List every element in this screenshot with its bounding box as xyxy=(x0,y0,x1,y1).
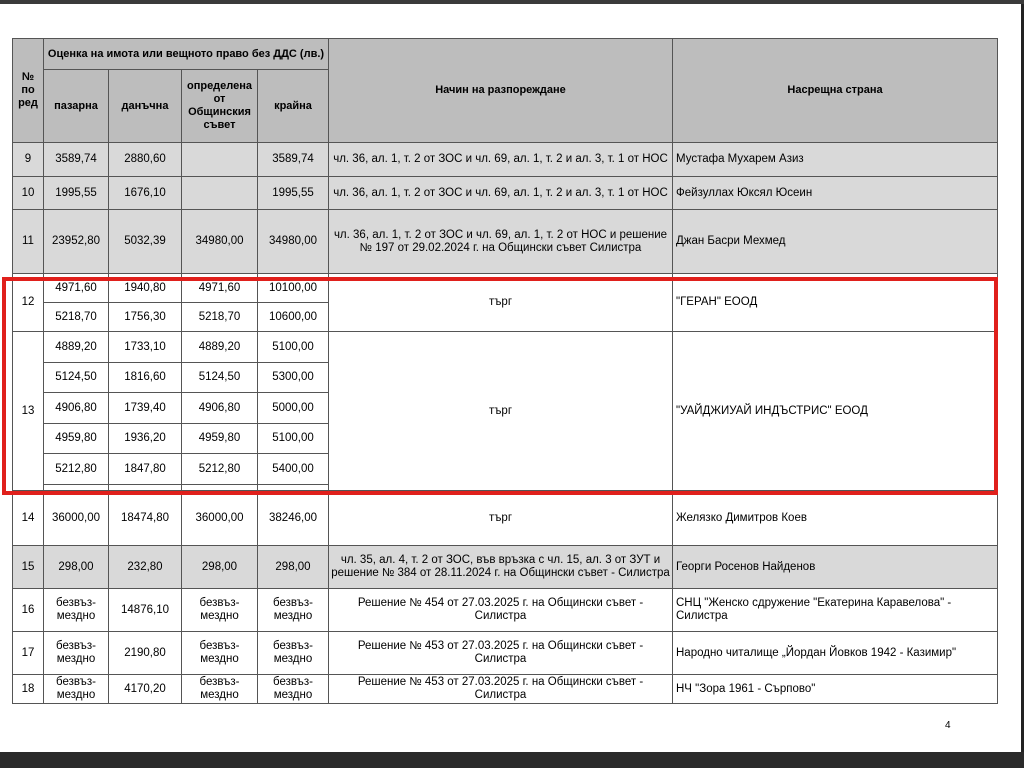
cell-party: Георги Росенов Найденов xyxy=(673,546,998,589)
cell-market: 4959,80 xyxy=(44,424,109,454)
cell-tax: 1739,40 xyxy=(109,393,182,424)
cell-final: 5100,00 xyxy=(258,332,329,363)
cell-tax: 1733,10 xyxy=(109,332,182,363)
table-row xyxy=(13,177,998,210)
cell-final: 1995,55 xyxy=(258,177,329,210)
cell-market: 4971,60 xyxy=(44,274,109,303)
cell-market: 5218,70 xyxy=(44,303,109,332)
cell-council: 5124,50 xyxy=(182,363,258,393)
document-page xyxy=(0,4,1024,752)
table-row xyxy=(13,210,998,274)
cell-market: безвъз-мездно xyxy=(44,589,109,632)
cell-final: 34980,00 xyxy=(258,210,329,274)
cell-tax: 1940,80 xyxy=(109,274,182,303)
cell-party: Мустафа Мухарем Азиз xyxy=(673,143,998,177)
cell-council: 4906,80 xyxy=(182,393,258,424)
cell-final: 3589,74 xyxy=(258,143,329,177)
cell-final: 298,00 xyxy=(258,546,329,589)
cell-final: 5400,00 xyxy=(258,454,329,485)
cell-council: 4971,60 xyxy=(182,274,258,303)
cell-market: 4906,80 xyxy=(44,393,109,424)
cell-council xyxy=(182,143,258,177)
cell-party: СНЦ "Женско сдружение "Екатерина Каравелова" - Силистра xyxy=(673,589,998,632)
table-row xyxy=(13,491,998,546)
cell-market: 3589,74 xyxy=(44,143,109,177)
cell-final: 10600,00 xyxy=(258,303,329,332)
row-no: 9 xyxy=(13,143,44,177)
cell-council: безвъз-мездно xyxy=(182,632,258,675)
cell-market: безвъз-мездно xyxy=(44,675,109,704)
cell-method: Решение № 453 от 27.03.2025 г. на Общински съвет - Силистра xyxy=(329,675,673,704)
cell-party: Желязко Димитров Коев xyxy=(673,491,998,546)
cell-party: НЧ "Зора 1961 - Сърпово" xyxy=(673,675,998,704)
cell-market: безвъз-мездно xyxy=(44,632,109,675)
cell-party: Фейзуллах Юксял Юсеин xyxy=(673,177,998,210)
row-no: 13 xyxy=(13,332,44,491)
header-no: № по ред xyxy=(13,39,44,143)
cell-party: Народно читалище „Йордан Йовков 1942 - Казимир" xyxy=(673,632,998,675)
header-tax: данъчна xyxy=(109,70,182,143)
table-row xyxy=(13,546,998,589)
cell-final: 5000,00 xyxy=(258,393,329,424)
cell-party: Джан Басри Мехмед xyxy=(673,210,998,274)
cell-party: "УАЙДЖИУАЙ ИНДЪСТРИС" ЕООД xyxy=(673,332,998,491)
cell-council: безвъз-мездно xyxy=(182,589,258,632)
cell-tax: 1676,10 xyxy=(109,177,182,210)
row-no: 15 xyxy=(13,546,44,589)
table-row xyxy=(13,143,998,177)
row-no: 17 xyxy=(13,632,44,675)
cell-council: 5212,80 xyxy=(182,454,258,485)
cell-market: 4889,20 xyxy=(44,332,109,363)
row-no: 10 xyxy=(13,177,44,210)
cell-method: чл. 36, ал. 1, т. 2 от ЗОС и чл. 69, ал. 1, т. 2 и ал. 3, т. 1 от НОС xyxy=(329,143,673,177)
cell-final: 5100,00 xyxy=(258,424,329,454)
cell-method: чл. 35, ал. 4, т. 2 от ЗОС, във връзка с чл. 15, ал. 3 от ЗУТ и решение № 384 от 28.11.2024 г. на Общински съвет - Силистра xyxy=(329,546,673,589)
cell-tax: 2880,60 xyxy=(109,143,182,177)
viewer-bottom-bar xyxy=(0,752,1024,768)
row-no: 14 xyxy=(13,491,44,546)
page-number: 4 xyxy=(945,720,951,731)
cell-tax: 14876,10 xyxy=(109,589,182,632)
row-no: 12 xyxy=(13,274,44,332)
cell-tax: 1756,30 xyxy=(109,303,182,332)
cell-market: 36000,00 xyxy=(44,491,109,546)
cell-method: търг xyxy=(329,274,673,332)
cell-tax: 18474,80 xyxy=(109,491,182,546)
cell-council: 36000,00 xyxy=(182,491,258,546)
disposal-table xyxy=(12,38,998,704)
table-row xyxy=(13,632,998,675)
cell-method: Решение № 454 от 27.03.2025 г. на Общински съвет - Силистра xyxy=(329,589,673,632)
cell-method: търг xyxy=(329,332,673,491)
cell-market: 298,00 xyxy=(44,546,109,589)
row-no: 11 xyxy=(13,210,44,274)
table-row xyxy=(13,274,998,303)
cell-tax: 1816,60 xyxy=(109,363,182,393)
cell-market: 1995,55 xyxy=(44,177,109,210)
cell-final: безвъз-мездно xyxy=(258,632,329,675)
cell-council: 4959,80 xyxy=(182,424,258,454)
table-row xyxy=(13,589,998,632)
cell-final: безвъз-мездно xyxy=(258,589,329,632)
cell-final: 10100,00 xyxy=(258,274,329,303)
header-method: Начин на разпореждане xyxy=(329,39,673,143)
header-final: крайна xyxy=(258,70,329,143)
row-no: 16 xyxy=(13,589,44,632)
cell-method: чл. 36, ал. 1, т. 2 от ЗОС и чл. 69, ал. 1, т. 2 от НОС и решение № 197 от 29.02.2024 г. на Общински съвет Силистра xyxy=(329,210,673,274)
cell-council: 5218,70 xyxy=(182,303,258,332)
cell-final: 5300,00 xyxy=(258,363,329,393)
header-market: пазарна xyxy=(44,70,109,143)
header-party: Насрещна страна xyxy=(673,39,998,143)
cell-method: Решение № 453 от 27.03.2025 г. на Общински съвет - Силистра xyxy=(329,632,673,675)
table-row xyxy=(13,675,998,704)
table-row xyxy=(13,332,998,363)
cell-market: 5212,80 xyxy=(44,454,109,485)
cell-tax: 4170,20 xyxy=(109,675,182,704)
cell-tax: 5032,39 xyxy=(109,210,182,274)
cell-market: 5124,50 xyxy=(44,363,109,393)
cell-council: 298,00 xyxy=(182,546,258,589)
header-row xyxy=(13,39,998,70)
cell-method: чл. 36, ал. 1, т. 2 от ЗОС и чл. 69, ал. 1, т. 2 и ал. 3, т. 1 от НОС xyxy=(329,177,673,210)
cell-council xyxy=(182,177,258,210)
cell-council: 4889,20 xyxy=(182,332,258,363)
cell-market: 23952,80 xyxy=(44,210,109,274)
cell-council: безвъз-мездно xyxy=(182,675,258,704)
cell-tax: 1847,80 xyxy=(109,454,182,485)
cell-tax: 232,80 xyxy=(109,546,182,589)
cell-final: безвъз-мездно xyxy=(258,675,329,704)
row-no: 18 xyxy=(13,675,44,704)
header-council: определена от Общинския съвет xyxy=(182,70,258,143)
cell-final: 38246,00 xyxy=(258,491,329,546)
cell-party: "ГЕРАН" ЕООД xyxy=(673,274,998,332)
header-valuation: Оценка на имота или вещното право без ДДС (лв.) xyxy=(44,39,329,70)
cell-tax: 2190,80 xyxy=(109,632,182,675)
cell-council: 34980,00 xyxy=(182,210,258,274)
cell-method: търг xyxy=(329,491,673,546)
cell-tax: 1936,20 xyxy=(109,424,182,454)
